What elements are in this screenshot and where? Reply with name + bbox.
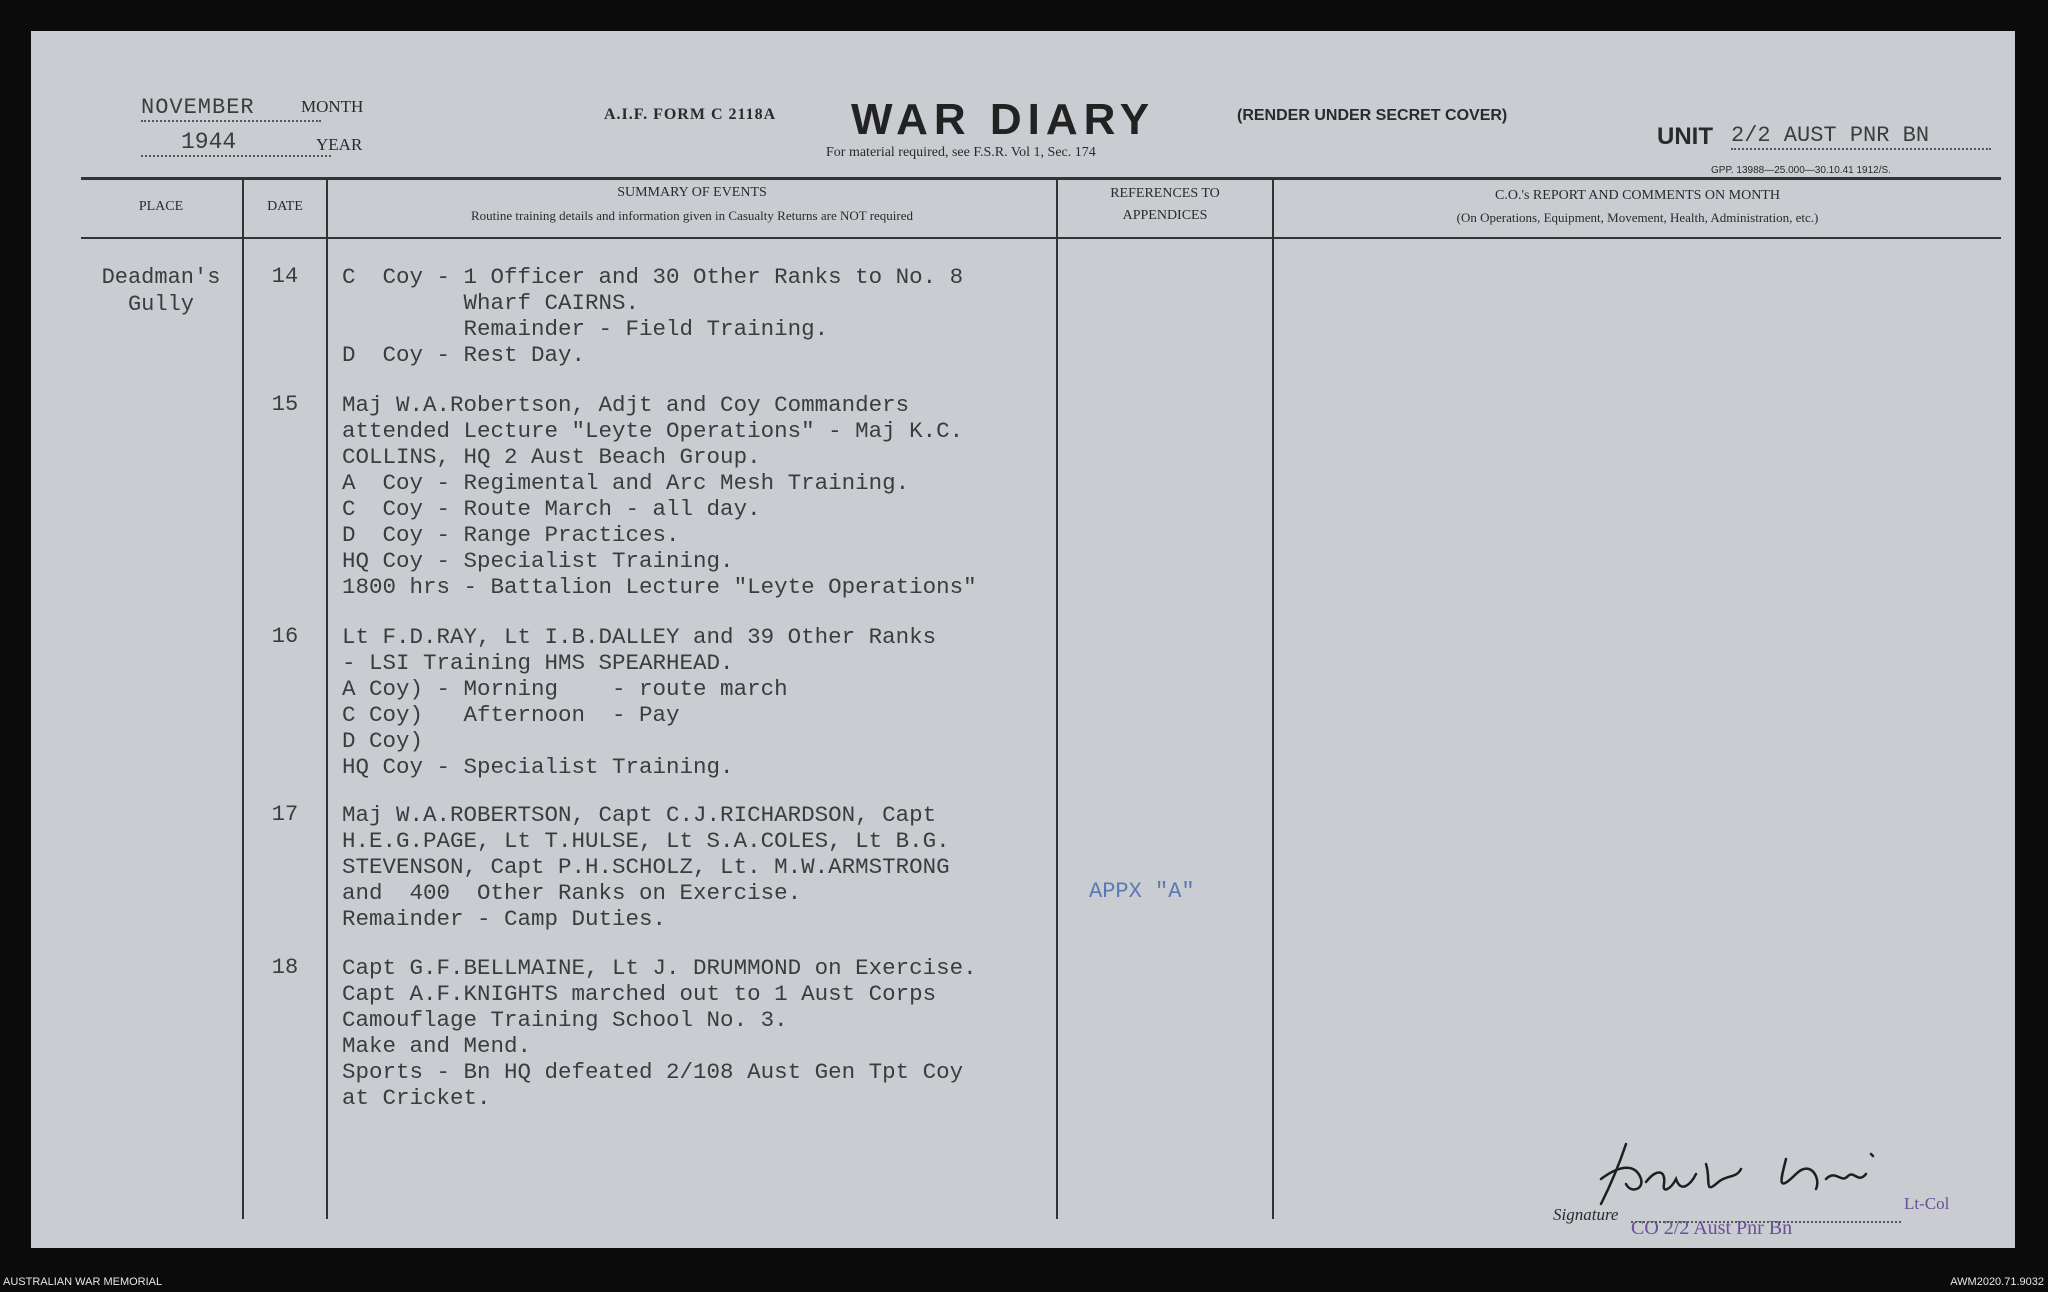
entry-line: 1800 hrs - Battalion Lecture "Leyte Operations" [342,574,977,600]
entry-line: Capt G.F.BELLMAINE, Lt J. DRUMMOND on Exercise. [342,955,977,981]
entry-line: - LSI Training HMS SPEARHEAD. [342,650,734,676]
col-header-refs-2: APPENDICES [1122,208,1208,223]
col-header-summary-sub: Routine training details and information given in Casualty Returns are NOT required [470,208,914,223]
entry-line: D Coy - Rest Day. [342,342,586,368]
col-header-date: DATE [267,199,303,214]
signature-rank: Lt-Col [1904,1194,1950,1213]
entry-line: Sports - Bn HQ defeated 2/108 Aust Gen Tpt Coy [342,1059,964,1085]
entry-line: Remainder - Field Training. [342,316,829,342]
entry-line: Lt F.D.RAY, Lt I.B.DALLEY and 39 Other Ranks [342,624,937,650]
material-note: For material required, see F.S.R. Vol 1, Sec. 174 [826,145,1096,160]
date-16: 16 [271,624,299,649]
entry-line: Remainder - Camp Duties. [342,906,667,932]
rule-date-summary [326,179,328,1219]
entry-line: Camouflage Training School No. 3. [342,1007,788,1033]
form-number: A.I.F. FORM C 2118A [604,106,777,123]
date-17: 17 [271,802,299,827]
unit-label: UNIT [1657,123,1713,150]
entry-line: HQ Coy - Specialist Training. [342,548,734,574]
entry-line: Maj W.A.Robertson, Adjt and Coy Commanders [342,392,910,418]
entry-line: C Coy - Route March - all day. [342,496,761,522]
entry-17 [342,802,950,932]
month-label: MONTH [301,97,364,116]
rule-summary-refs [1056,179,1058,1219]
entry-15 [342,392,977,600]
entry-line: Make and Mend. [342,1033,532,1059]
entry-line: STEVENSON, Capt P.H.SCHOLZ, Lt. M.W.ARMSTRONG [342,854,950,880]
co-stamp: CO 2/2 Aust Pnr Bn [1631,1217,1793,1239]
col-header-report-sub: (On Operations, Equipment, Movement, Health, Administration, etc.) [1456,210,1819,225]
entry-line: C Coy - 1 Officer and 30 Other Ranks to No. 8 [342,264,964,290]
col-header-place: PLACE [138,199,184,214]
col-header-refs: REFERENCES TO [1110,186,1220,201]
entry-line: COLLINS, HQ 2 Aust Beach Group. [342,444,761,470]
unit-value: 2/2 AUST PNR BN [1731,123,1991,150]
rule-refs-report [1272,179,1274,1219]
entry-line: HQ Coy - Specialist Training. [342,754,734,780]
entry-14 [342,264,963,368]
appendix-reference: APPX "A" [1089,879,1195,904]
footer-credit: AUSTRALIAN WAR MEMORIAL [3,1276,163,1288]
year-value: 1944 [141,129,331,157]
entry-line: Maj W.A.ROBERTSON, Capt C.J.RICHARDSON, Capt [342,802,937,828]
entry-line: at Cricket. [342,1085,491,1111]
entry-line: and 400 Other Ranks on Exercise. [342,880,802,906]
footer-accession-number: AWM2020.71.9032 [1950,1276,2044,1288]
header-top-rule [81,177,2001,180]
header-bottom-rule [81,237,2001,239]
print-code: GPP. 13988—25.000—30.10.41 1912/S. [1711,165,1891,176]
entry-line: A Coy) - Morning - route march [342,676,788,702]
col-header-summary: SUMMARY OF EVENTS [617,185,767,200]
entry-line: attended Lecture "Leyte Operations" - Maj K.C. [342,418,964,444]
year-label: YEAR [316,135,363,154]
entry-line: H.E.G.PAGE, Lt T.HULSE, Lt S.A.COLES, Lt B.G. [342,828,950,854]
rule-place-date [242,179,244,1219]
col-header-report: C.O.'s REPORT AND COMMENTS ON MONTH [1495,188,1780,203]
entry-line: Wharf CAIRNS. [342,290,640,316]
entry-line: Capt A.F.KNIGHTS marched out to 1 Aust Corps [342,981,937,1007]
place-line-2: Gully [127,292,194,317]
cover-note: (RENDER UNDER SECRET COVER) [1237,107,1508,124]
date-18: 18 [271,955,299,980]
date-14: 14 [271,264,299,289]
date-15: 15 [271,392,299,417]
entry-line: A Coy - Regimental and Arc Mesh Training. [342,470,910,496]
handwritten-signature-icon [1586,1134,1906,1214]
entry-line: D Coy) [342,728,424,754]
diary-page [31,31,2015,1248]
place-cell [81,264,241,318]
place-line-1: Deadman's [101,265,221,290]
entry-line: C Coy) Afternoon - Pay [342,702,680,728]
entry-line: D Coy - Range Practices. [342,522,680,548]
entry-16 [342,624,936,780]
signature-label: Signature [1553,1205,1619,1224]
page-title: WAR DIARY [851,95,1156,144]
month-value: NOVEMBER [141,95,321,122]
entry-18 [342,955,977,1111]
